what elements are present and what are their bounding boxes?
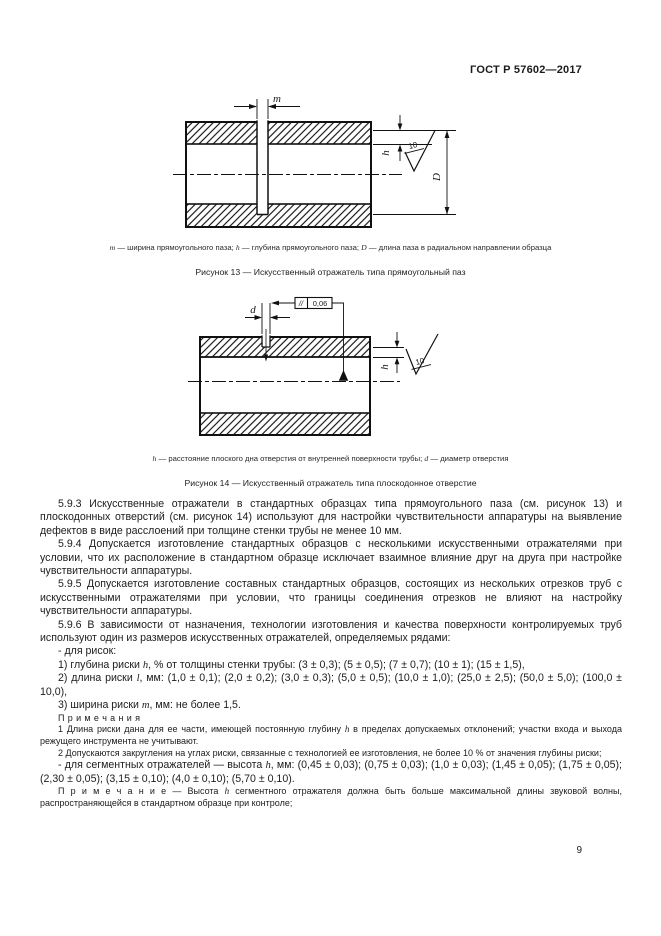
figure13-caption: Рисунок 13 — Искусственный отражатель типа прямоугольный паз (195, 267, 466, 277)
paragraph: 5.9.4 Допускается изготовление стандартных образцов с несколькими искусственными отражателями при условии, что их расположение в стандартном образце исключает взаимное влияние друг на друга при настройке чувствительности аппаратуры. (40, 538, 622, 578)
groove-slot (257, 120, 268, 214)
dimension-h (373, 115, 456, 161)
groove-depth-label: h (380, 150, 392, 156)
figure14-drawing (0, 292, 661, 448)
paragraph: 2) длина риски l, мм: (1,0 ± 0,1); (2,0 ± 0,2); (3,0 ± 0,3); (5,0 ± 0,5); (10,0 ± 1,0); (25,0 ± 2,5); (50,0 ± 5,0); (100,0 ± 10,0), (40, 672, 622, 698)
figure14-legend: h — расстояние плоского дна отверстия от внутренней поверхности трубы; d — диаметр отверстия (152, 454, 509, 463)
hole-distance-label: h (379, 364, 391, 370)
figure14-caption: Рисунок 14 — Искусственный отражатель типа плоскодонное отверстие (184, 478, 477, 488)
roughness-mark (402, 131, 435, 172)
paragraph: - для сегментных отражателей — высота h, мм: (0,45 ± 0,03); (0,75 ± 0,03); (1,0 ± 0,03); (1,45 ± 0,05); (1,75 ± 0,05); (2,30 ± 0,05); (3,15 ± 0,10); (4,0 ± 0,10); (5,70 ± 0,10). (40, 759, 622, 785)
paragraph: 1 Длина риски дана для ее части, имеющей постоянную глубину h в пределах допускаемых отклонений; участки входа и выхода режущего инструмента не учитывают. (40, 724, 622, 746)
tube-section (200, 337, 370, 435)
roughness-value: 10 (414, 356, 426, 368)
figure13-legend: m — ширина прямоугольного паза; h — глубина прямоугольного паза; D — длина паза в радиальном направлении образца (109, 243, 552, 252)
hole-diameter-label: d (250, 304, 256, 316)
dimension-d (245, 303, 290, 334)
paragraph: П р и м е ч а н и я (58, 712, 141, 723)
paragraph: 2 Допускаются закругления на углах риски, связанные с технологией ее изготовления, не более 10 % от значения глубины риски; (58, 747, 602, 758)
groove-width-label: m (273, 93, 281, 105)
figure13-drawing (0, 85, 661, 240)
tolerance-value: 0,06 (312, 299, 328, 308)
parallelism-symbol: // (298, 299, 304, 308)
dimension-h (373, 332, 404, 373)
dimension-m (234, 93, 300, 119)
paragraph: П р и м е ч а н и е — Высота h сегментного отражателя должна быть больше максимальной длины звуковой волны, распространяющейся в стандартном образце при контроле; (40, 786, 622, 808)
paragraph: - для рисок: (58, 645, 117, 658)
paragraph: 5.9.3 Искусственные отражатели в стандартных образцах типа прямоугольного паза (см. рисунок 13) и плоскодонных отверстий (см. рисунок 14) используют для настройки чувствительности аппаратуры на выявление дефектов в виде расслоений при толщине стенки трубы не менее 10 мм. (40, 498, 622, 537)
paragraph: 5.9.5 Допускается изготовление составных стандартных образцов, состоящих из нескольких отрезков труб с искусственными отражателями при условии, что границы соединения отрезков не влияют на настройку чувствительности аппаратуры. (40, 578, 622, 618)
paragraph: 1) глубина риски h, % от толщины стенки трубы: (3 ± 0,3); (5 ± 0,5); (7 ± 0,7); (10 ± 1); (15 ± 1,5), (58, 658, 525, 671)
doc-number: ГОСТ Р 57602—2017 (470, 64, 582, 76)
paragraph: 5.9.6 В зависимости от назначения, технологии изготовления и качества поверхности контролируемых труб используют один из размеров искусственных отражателей, определяемых рядами: (40, 618, 622, 645)
paragraph: 3) ширина риски m, мм: не более 1,5. (58, 699, 241, 712)
body-text (40, 498, 622, 810)
roughness-value: 10 (407, 140, 419, 152)
page-number: 9 (576, 845, 582, 856)
roughness-mark (406, 334, 438, 374)
groove-length-label: D (431, 173, 443, 181)
